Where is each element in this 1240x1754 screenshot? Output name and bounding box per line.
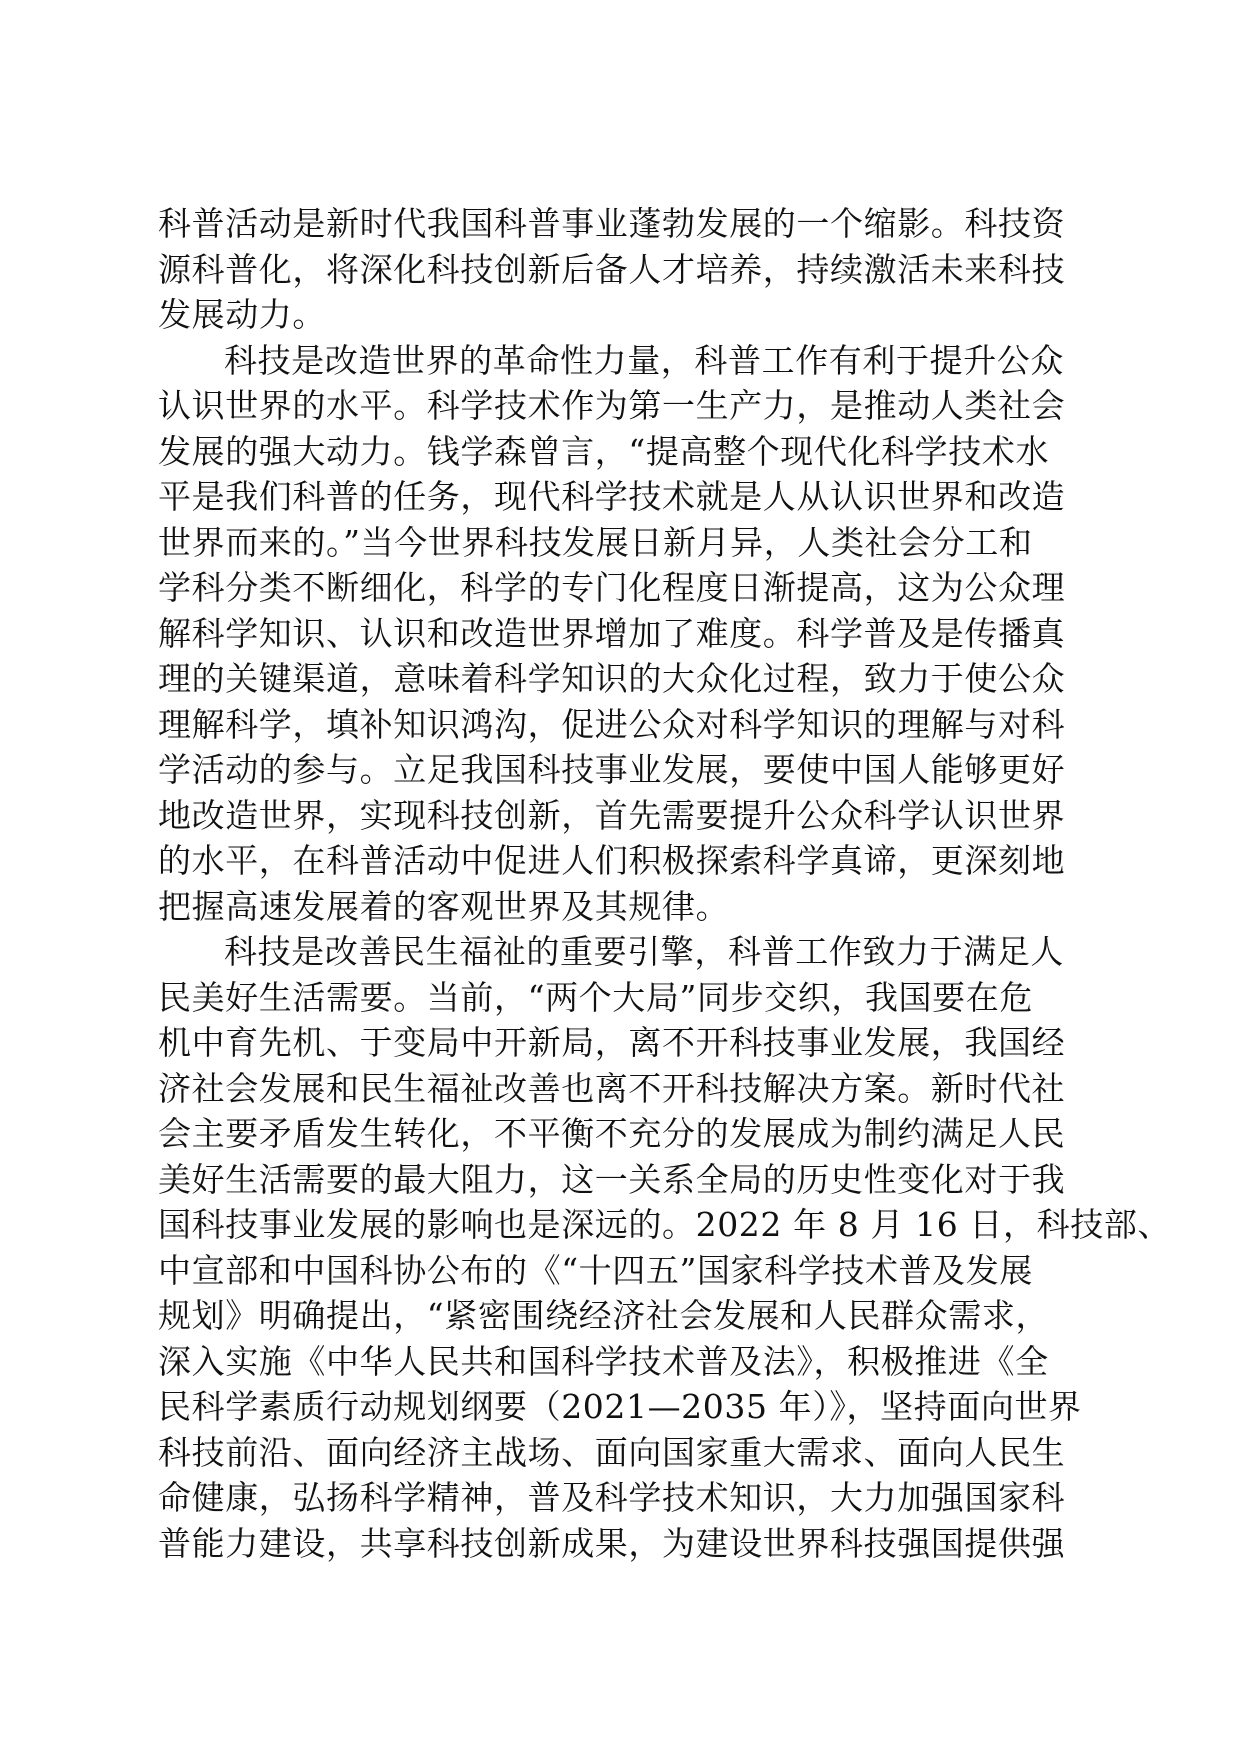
- text-line: 学活动的参与。立足我国科技事业发展，要使中国人能够更好: [158, 750, 1066, 789]
- text-line: 国科技事业发展的影响也是深远的。2022 年 8 月 16 日，科技部、: [158, 1205, 1172, 1244]
- text-line: 美好生活需要的最大阻力，这一关系全局的历史性变化对于我: [158, 1159, 1066, 1199]
- text-line: 民科学素质行动规划纲要（2021—2035 年）》，坚持面向世界: [158, 1387, 1082, 1426]
- text-line: 发展的强大动力。钱学森曾言，“提高整个现代化科学技术水: [158, 431, 1050, 471]
- text-line: 解科学知识、认识和改造世界增加了难度。科学普及是传播真: [158, 613, 1066, 653]
- text-line: 济社会发展和民生福祉改善也离不开科技解决方案。新时代社: [158, 1068, 1066, 1108]
- text-line: 平是我们科普的任务，现代科学技术就是人从认识世界和改造: [158, 477, 1066, 516]
- text-line: 地改造世界，实现科技创新，首先需要提升公众科学认识世界: [158, 795, 1066, 835]
- text-line: 会主要矛盾发生转化，不平衡不充分的发展成为制约满足人民: [158, 1114, 1066, 1153]
- body-text: [158, 201, 1172, 1566]
- text-line: 命健康，弘扬科学精神，普及科学技术知识，大力加强国家科: [158, 1478, 1066, 1517]
- text-line: 民美好生活需要。当前，“两个大局”同步交织，我国要在危: [158, 977, 1033, 1017]
- text-line: 理的关键渠道，意味着科学知识的大众化过程，致力于使公众: [158, 659, 1066, 698]
- text-line: 把握高速发展着的客观世界及其规律。: [158, 886, 730, 926]
- text-line: 科技前沿、面向经济主战场、面向国家重大需求、面向人民生: [158, 1432, 1066, 1472]
- text-line: 源科普化，将深化科技创新后备人才培养，持续激活未来科技: [158, 249, 1066, 289]
- text-line: 深入实施《中华人民共和国科学技术普及法》，积极推进《全: [158, 1341, 1049, 1381]
- text-line: 认识世界的水平。科学技术作为第一生产力，是推动人类社会: [158, 386, 1066, 425]
- text-line: 普能力建设，共享科技创新成果，为建设世界科技强国提供强: [158, 1523, 1066, 1563]
- text-line: 理解科学，填补知识鸿沟，促进公众对科学知识的理解与对科: [158, 704, 1066, 744]
- text-line: 中宣部和中国科协公布的《“十四五”国家科学技术普及发展: [158, 1250, 1033, 1290]
- text-line: 科普活动是新时代我国科普事业蓬勃发展的一个缩影。科技资: [158, 204, 1066, 243]
- text-line: 的水平，在科普活动中促进人们积极探索科学真谛，更深刻地: [158, 841, 1066, 880]
- text-line: 学科分类不断细化，科学的专门化程度日渐提高，这为公众理: [158, 568, 1066, 607]
- text-line: 机中育先机、于变局中开新局，离不开科技事业发展，我国经: [158, 1023, 1066, 1062]
- paragraph-first-line: 科技是改造世界的革命性力量，科普工作有利于提升公众: [224, 340, 1064, 380]
- text-line: 规划》明确提出，“紧密围绕经济社会发展和人民群众需求，: [158, 1296, 1050, 1335]
- text-line: 发展动力。: [158, 295, 326, 334]
- text-line: 世界而来的。”当今世界科技发展日新月异，人类社会分工和: [158, 522, 1033, 562]
- paragraph-first-line: 科技是改善民生福祉的重要引擎，科普工作致力于满足人: [224, 932, 1064, 971]
